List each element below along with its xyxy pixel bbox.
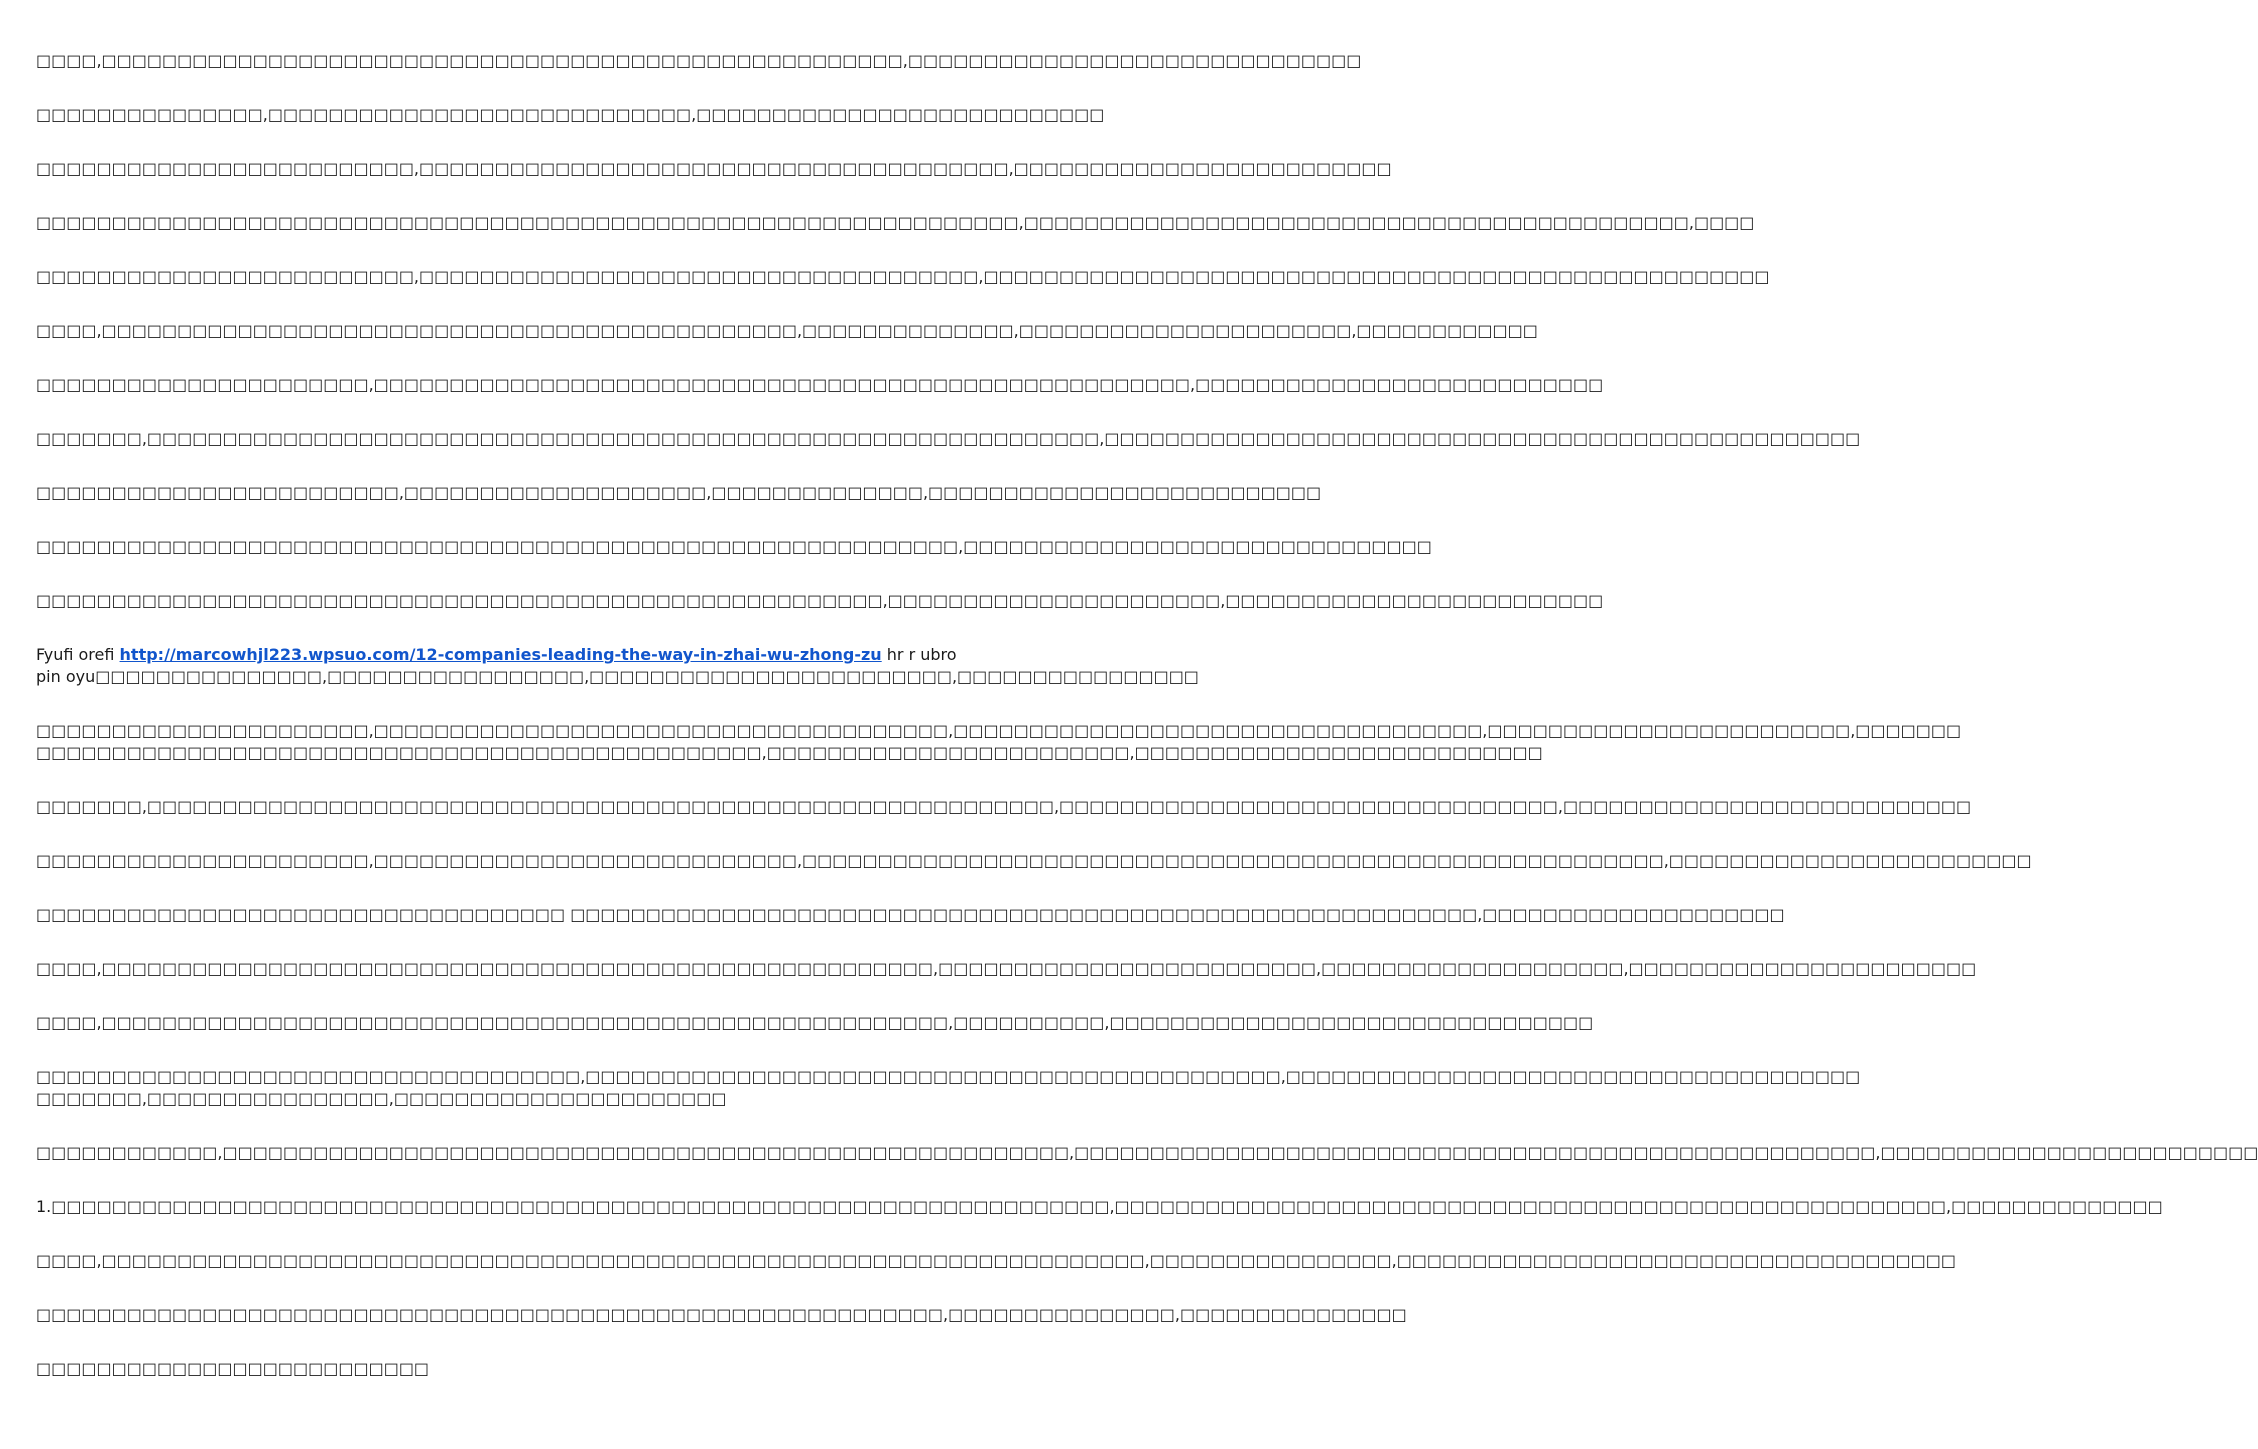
paragraph-line: □□□□□□□,□□□□□□□□□□□□□□□□,□□□□□□□□□□□□□□□□□□□□□□ [36,1089,727,1108]
paragraph: □□□□□□□□□□□□□□□□□□□□□□,□□□□□□□□□□□□□□□□□□□□□□□□□□□□,□□□□□□□□□□□□□□□□□□□□□□□□□□□□□□□□□□□□□□□□□□□□□□□□□□□□□□□□□,□□□□□□□□□□□□□□□□□□□□□□□□ [36,851,2032,870]
paragraph: □□□□□□□□□□□□□□□□□□□□□□□□□,□□□□□□□□□□□□□□□□□□□□□□□□□□□□□□□□□□□□□,□□□□□□□□□□□□□□□□□□□□□□□□□□□□□□□□□□□□□□□□□□□□□□□□□□□□ [36,267,1770,286]
paragraph: □□□□□□□□□□□□□□□□□□□□□□,□□□□□□□□□□□□□□□□□□□□□□□□□□□□□□□□□□□□□□□□□□□□□□□□□□□□□□,□□□□□□□□□□□□□□□□□□□□□□□□□□□ [36,375,1604,394]
paragraph: □□□□□□□□□□□□□□□□□□□□□□□□□,□□□□□□□□□□□□□□□□□□□□□□□□□□□□□□□□□□□□□□□,□□□□□□□□□□□□□□□□□□□□□□□□□ [36,159,1392,178]
paragraph: □□□□,□□□□□□□□□□□□□□□□□□□□□□□□□□□□□□□□□□□□□□□□□□□□□□,□□□□□□□□□□□□□□,□□□□□□□□□□□□□□□□□□□□□□,□□□□□□□□□□□□ [36,321,1538,340]
paragraph-two-line [36,1066,1861,1110]
numbered-paragraph: 1.□□□□□□□□□□□□□□□□□□□□□□□□□□□□□□□□□□□□□□□□□□□□□□□□□□□□□□□□□□□□□□□□□□□□□□,□□□□□□□□□□□□□□□□□□□□□□□□□□□□□□□□□□□□□□□□□□□□□□□□□□□□□□□,□□□□□□□□□□□□□□ [36,1197,2163,1216]
paragraph-line: □□□□□□□□□□□□□□□□□□□□□□□□□□□□□□□□□□□□□□□□□□□□□□□□,□□□□□□□□□□□□□□□□□□□□□□□□,□□□□□□□□□□□□□□□□□□□□□□□□□□□ [36,743,1543,762]
paragraph: □□□□□□□□□□□□□□□□□□□□□□□□□□ [36,1359,430,1378]
link-paragraph-line [36,644,989,666]
paragraph: □□□□□□□□□□□□□□□□□□□□□□□□□□□□□□□□□□□□□□□□□□□□□□□□□□□□□□□□□□□□□,□□□□□□□□□□□□□□□□□□□□□□□□□□□□□□□ [36,537,1432,556]
paragraph: □□□□□□□□□□□□□□□□□□□□□□□□□□□□□□□□□□□□□□□□□□□□□□□□□□□□□□□□,□□□□□□□□□□□□□□□□□□□□□□,□□□□□□□□□□□□□□□□□□□□□□□□□ [36,591,1604,610]
article-link[interactable]: http://marcowhjl223.wpsuo.com/12-companies-leading-the-way-in-zhai-wu-zhong-zu [119,645,882,664]
paragraph: □□□□□□□,□□□□□□□□□□□□□□□□□□□□□□□□□□□□□□□□□□□□□□□□□□□□□□□□□□□□□□□□□□□□,□□□□□□□□□□□□□□□□□□□□□□□□□□□□□□□□□,□□□□□□□□□□□□□□□□□□□□□□□□□□□ [36,797,1972,816]
paragraph: □□□□□□□□□□□□,□□□□□□□□□□□□□□□□□□□□□□□□□□□□□□□□□□□□□□□□□□□□□□□□□□□□□□□□,□□□□□□□□□□□□□□□□□□□□□□□□□□□□□□□□□□□□□□□□□□□□□□□□□□□□□,□□□□□□□□□□□□□□□□□□□□□□□□□ [36,1143,2258,1162]
link-suffix-text: hr r ubro [881,645,957,664]
paragraph-two-line [36,720,1962,764]
paragraph: □□□□,□□□□□□□□□□□□□□□□□□□□□□□□□□□□□□□□□□□□□□□□□□□□□□□□□□□□□,□□□□□□□□□□□□□□□□□□□□□□□□□□□□□□ [36,51,1362,70]
paragraph: □□□□,□□□□□□□□□□□□□□□□□□□□□□□□□□□□□□□□□□□□□□□□□□□□□□□□□□□□□□□□□□□□□□□□□□□□□,□□□□□□□□□□□□□□□□,□□□□□□□□□□□□□□□□□□□□□□□□□□□□□□□□□□□□□ [36,1251,1957,1270]
paragraph: □□□□,□□□□□□□□□□□□□□□□□□□□□□□□□□□□□□□□□□□□□□□□□□□□□□□□□□□□□□□□,□□□□□□□□□□,□□□□□□□□□□□□□□□□□□□□□□□□□□□□□□□□ [36,1013,1594,1032]
document-body [36,50,2258,1412]
paragraph: □□□□□□□□□□□□□□□□□□□□□□□□,□□□□□□□□□□□□□□□□□□□□,□□□□□□□□□□□□□□,□□□□□□□□□□□□□□□□□□□□□□□□□□ [36,483,1322,502]
link-prefix-text: Fyufi orefi [36,645,120,664]
paragraph-line: □□□□□□□□□□□□□□□□□□□□□□,□□□□□□□□□□□□□□□□□□□□□□□□□□□□□□□□□□□□□□,□□□□□□□□□□□□□□□□□□□□□□□□□□□□□□□□□□□,□□□□□□□□□□□□□□□□□□□□□□□□,□□□□□□□ [36,721,1962,740]
link-paragraph-line-2: pin oyu□□□□□□□□□□□□□□□,□□□□□□□□□□□□□□□□□,□□□□□□□□□□□□□□□□□□□□□□□□,□□□□□□□□□□□□□□□□ [36,667,1199,686]
paragraph-line: □□□□□□□□□□□□□□□□□□□□□□□□□□□□□□□□□□□□,□□□□□□□□□□□□□□□□□□□□□□□□□□□□□□□□□□□□□□□□□□□□□□,□□□□□□□□□□□□□□□□□□□□□□□□□□□□□□□□□□□□□□ [36,1067,1861,1086]
paragraph: □□□□□□□,□□□□□□□□□□□□□□□□□□□□□□□□□□□□□□□□□□□□□□□□□□□□□□□□□□□□□□□□□□□□□□□,□□□□□□□□□□□□□□□□□□□□□□□□□□□□□□□□□□□□□□□□□□□□□□□□□□ [36,429,1861,448]
paragraph: □□□□□□□□□□□□□□□□□□□□□□□□□□□□□□□□□□□□□□□□□□□□□□□□□□□□□□□□□□□□□□□□□,□□□□□□□□□□□□□□□□□□□□□□□□□□□□□□□□□□□□□□□□□□□□,□□□□ [36,213,1755,232]
paragraph: □□□□□□□□□□□□□□□□□□□□□□□□□□□□□□□□□□□ □□□□□□□□□□□□□□□□□□□□□□□□□□□□□□□□□□□□□□□□□□□□□□□□□□□□□□□□□□□□,□□□□□□□□□□□□□□□□□□□□ [36,905,1785,924]
link-paragraph [36,644,1199,688]
paragraph: □□□□□□□□□□□□□□□□□□□□□□□□□□□□□□□□□□□□□□□□□□□□□□□□□□□□□□□□□□□□,□□□□□□□□□□□□□□□,□□□□□□□□□□□□□□□ [36,1305,1407,1324]
paragraph: □□□□,□□□□□□□□□□□□□□□□□□□□□□□□□□□□□□□□□□□□□□□□□□□□□□□□□□□□□□□,□□□□□□□□□□□□□□□□□□□□□□□□□,□□□□□□□□□□□□□□□□□□□□,□□□□□□□□□□□□□□□□□□□□□□□ [36,959,1977,978]
paragraph: □□□□□□□□□□□□□□□,□□□□□□□□□□□□□□□□□□□□□□□□□□□□,□□□□□□□□□□□□□□□□□□□□□□□□□□□ [36,105,1105,124]
